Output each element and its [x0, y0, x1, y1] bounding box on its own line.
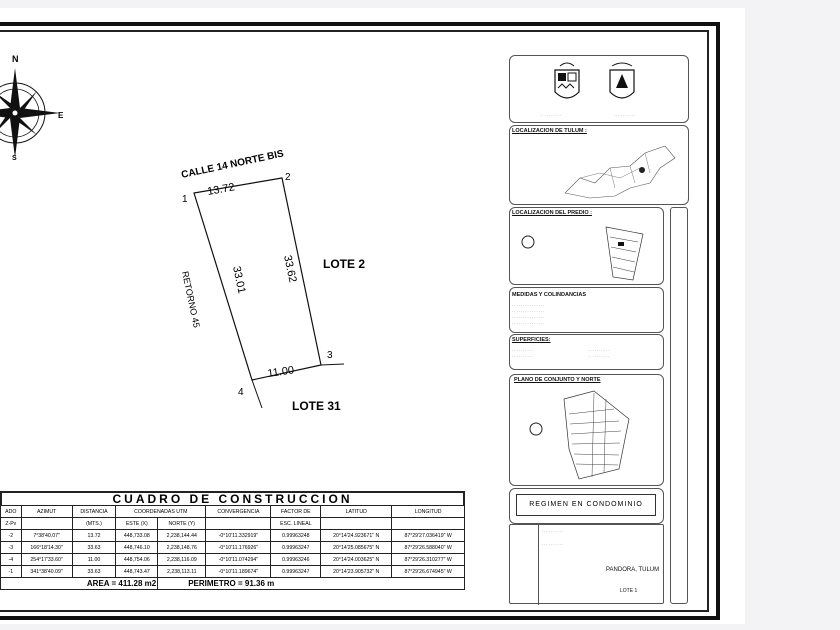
street-label: CALLE 14 NORTE BIS [180, 148, 285, 181]
lot-2-label: LOTE 2 [323, 257, 366, 271]
lot-number: LOTE 1 [620, 588, 638, 594]
data-panel: . . . . . . . . . . . . . . . . . . . . PANDORA, TULUM LOTE 1 [509, 524, 664, 604]
table-row: -4 254°17'33.60" 11.00 448,754.06 2,238,116.09 -0°10'11.074294" 0.99963246 20°14'24.003625" N 87°29'26.310277" W [1, 554, 465, 566]
location-lot-panel [509, 207, 664, 285]
location-tulum-title: LOCALIZACION DE TULUM : [512, 128, 587, 134]
table-row: -1 341°38'40.09" 33.63 448,743.47 2,238,113.11 -0°10'11.189674" 0.99963247 20°14'23.905732" N 87°29'26.674945" W [1, 566, 465, 578]
measures-title: MEDIDAS Y COLINDANCIAS [512, 292, 587, 298]
logos-panel [509, 55, 689, 123]
location-lot-title: LOCALIZACION DEL PREDIO : [512, 210, 592, 216]
dim-top: 13.72 [206, 181, 236, 198]
project-name: PANDORA, TULUM [606, 567, 660, 573]
regimen-box: REGIMEN EN CONDOMINIO [516, 494, 656, 516]
site-plan [0, 0, 500, 490]
vertex-4: 4 [238, 387, 244, 398]
location-tulum-panel [509, 125, 689, 205]
site-plan-panel [509, 374, 664, 486]
table-summary-row: AREA = 411.28 m2 PERIMETRO = 91.36 m [1, 578, 465, 590]
compass-n: N [12, 54, 19, 64]
lot-location-map [518, 222, 658, 282]
side-road-label: RETORNO 45 [180, 270, 202, 329]
title-panel [509, 488, 664, 524]
table-title: CUADRO DE CONSTRUCCION [0, 491, 465, 505]
table-row: -2 7°38'40.07" 13.72 448,733.08 2,238,144.44 -0°10'11.332919" 0.99963248 20°14'24.923671" N 87°29'27.036419" W [1, 530, 465, 542]
coat-of-arms-icon [552, 62, 582, 104]
table-header-row: ADO AZIMUT DISTANCIA COORDENADAS UTM CONVERGENCIA FACTOR DE LATITUD LONGITUD [1, 506, 465, 518]
issuer-text: . . . . . . . . . . [614, 112, 636, 117]
tulum-map [560, 138, 680, 200]
lot-31-label: LOTE 31 [292, 399, 341, 413]
construction-table [0, 505, 465, 590]
table-subheader-row: Z-Pv (MTS.) ESTE (X) NORTE (Y) ESC. LINEAL [1, 518, 465, 530]
condo-plan-map [524, 389, 654, 483]
issuer-text: . . . . . . . . . . [540, 112, 562, 117]
site-plan-title: PLANO DE CONJUNTO Y NORTE [514, 377, 601, 383]
compass-e: E [58, 111, 64, 120]
surfaces-panel: SUPERFICIES: . . . . . . . . . . . . . . . . . . . . . . . . . . . . . . . . . . . . . . . . [509, 334, 664, 370]
vertex-1: 1 [182, 194, 188, 205]
table-row: -3 166°18'14.30" 33.63 448,746.10 2,238,148.76 -0°10'11.176926" 0.99963247 20°14'25.085675" N 87°29'26.588040" W [1, 542, 465, 554]
title-block-frame [670, 207, 688, 604]
measures-panel: MEDIDAS Y COLINDANCIAS . . . . . . . . . . . . . . . . . . . . . . . . . . . . . . . . . . . . . . . . . . . . . . . . . . . . . . . . . . . . [509, 287, 664, 333]
lot-polygon [194, 178, 321, 380]
vertex-2: 2 [285, 172, 291, 183]
dim-left: 33.01 [230, 265, 248, 295]
dim-bottom: 11.00 [266, 364, 295, 380]
municipal-seal-icon [606, 62, 638, 104]
vertex-3: 3 [327, 350, 333, 361]
compass-s: S [12, 155, 17, 162]
dim-right: 33.62 [281, 254, 299, 284]
surfaces-title: SUPERFICIES: [512, 337, 551, 343]
compass-icon [0, 68, 60, 158]
